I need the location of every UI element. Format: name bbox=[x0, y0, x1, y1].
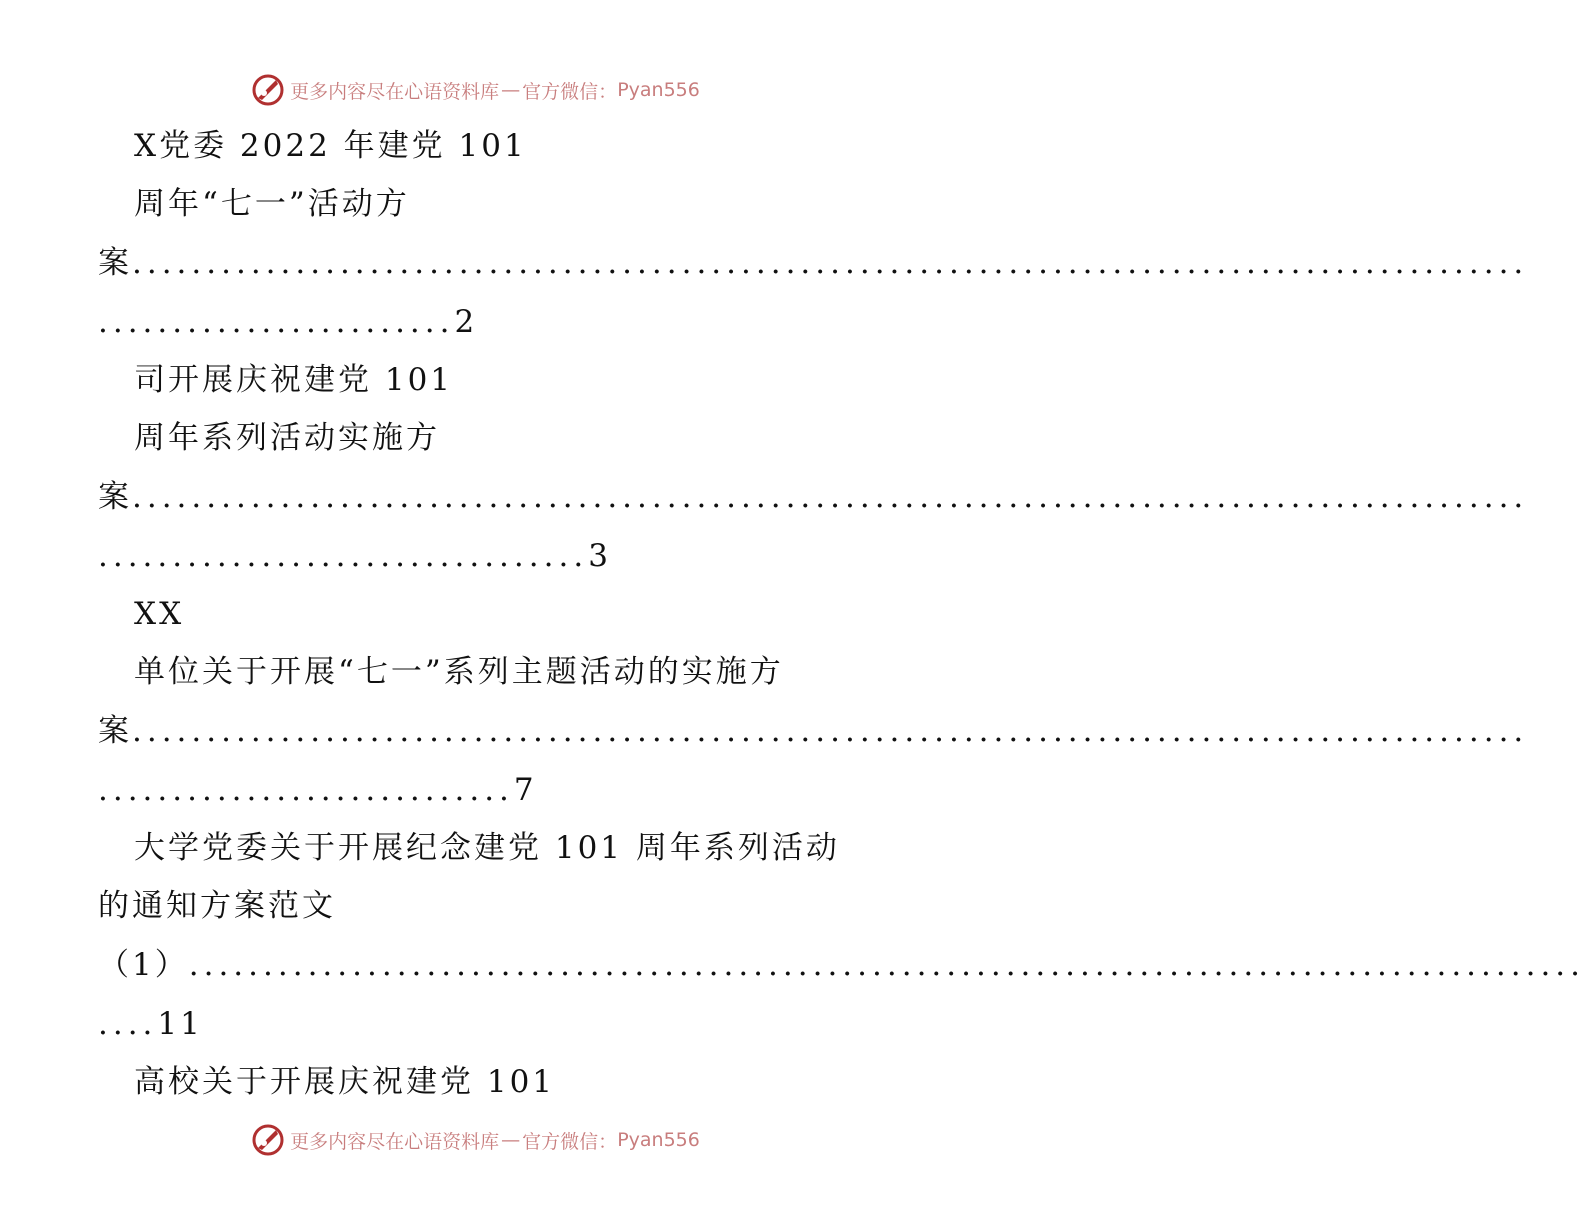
toc-entry-3-page-line bbox=[98, 770, 848, 810]
toc-entry-3-leader-prefix: 案 bbox=[98, 713, 132, 749]
toc-entry-1-leader-line bbox=[98, 243, 1529, 283]
toc-entry-5-title-line-1: 高校关于开展庆祝建党 101 bbox=[134, 1064, 556, 1100]
toc-entry-4-leader-line bbox=[98, 945, 1585, 985]
watermark-contact-id: Pyan556 bbox=[617, 79, 700, 101]
toc-entry-4-page-line bbox=[98, 1004, 848, 1044]
toc-entry-4-page-number: 11 bbox=[157, 1006, 203, 1042]
toc-entry-3-dots: .............................................................................................. bbox=[132, 713, 1529, 749]
watermark-separator: — bbox=[501, 1129, 521, 1151]
toc-entry-4-title-line-1: 大学党委关于开展纪念建党 101 周年系列活动 bbox=[134, 830, 840, 866]
toc-entry-1-page-line bbox=[98, 302, 848, 342]
toc-entry-1-dots: .............................................................................................. bbox=[132, 245, 1529, 281]
toc-entry-3-leader-line bbox=[98, 711, 1529, 751]
toc-entry-4-dots: .............................................................................................. bbox=[188, 947, 1585, 983]
toc-entry-1-title-line-2: 周年“七一”活动方 bbox=[134, 186, 410, 222]
toc-entry-3-title-line-1: XX bbox=[134, 596, 185, 632]
watermark-separator: — bbox=[501, 79, 521, 101]
toc-entry-1-leader-prefix: 案 bbox=[98, 245, 132, 281]
watermark-contact-label: 官方微信： bbox=[522, 1130, 618, 1153]
watermark-footer bbox=[0, 1120, 950, 1160]
toc-entry-1-wrap-dots: ........................ bbox=[98, 304, 455, 340]
watermark-contact-label: 官方微信： bbox=[522, 80, 618, 103]
toc-entry-2-wrap-dots: ................................. bbox=[98, 538, 589, 574]
watermark-text: 更多内容尽在心语资料库 bbox=[290, 1130, 500, 1153]
toc-entry-3-wrap-dots: ............................ bbox=[98, 772, 514, 808]
toc-entry-4-title-line-2: 的通知方案范文 bbox=[98, 888, 336, 924]
toc-entry-1-page-number: 2 bbox=[454, 304, 478, 340]
toc-entry-3-title-line-2: 单位关于开展“七一”系列主题活动的实施方 bbox=[134, 654, 784, 690]
toc-entry-1-title-line-1: X党委 2022 年建党 101 bbox=[134, 128, 527, 164]
toc-entry-2-page-line bbox=[98, 536, 848, 576]
toc-entry-2-title-line-1: 司开展庆祝建党 101 bbox=[134, 362, 454, 398]
quill-logo-icon bbox=[250, 1122, 286, 1158]
toc-entry-2-title-line-2: 周年系列活动实施方 bbox=[134, 420, 440, 456]
toc-entry-4-leader-prefix: （1） bbox=[98, 947, 189, 983]
toc-entry-2-page-number: 3 bbox=[588, 538, 611, 574]
toc-entry-2-leader-line bbox=[98, 477, 1529, 517]
toc-entry-3-page-number: 7 bbox=[513, 772, 537, 808]
toc-entry-2-dots: .............................................................................................. bbox=[132, 479, 1529, 515]
watermark-contact-id: Pyan556 bbox=[617, 1129, 700, 1151]
toc-entry-4-wrap-dots: .... bbox=[98, 1006, 158, 1042]
watermark-text: 更多内容尽在心语资料库 bbox=[290, 80, 500, 103]
toc-entry-2-leader-prefix: 案 bbox=[98, 479, 132, 515]
